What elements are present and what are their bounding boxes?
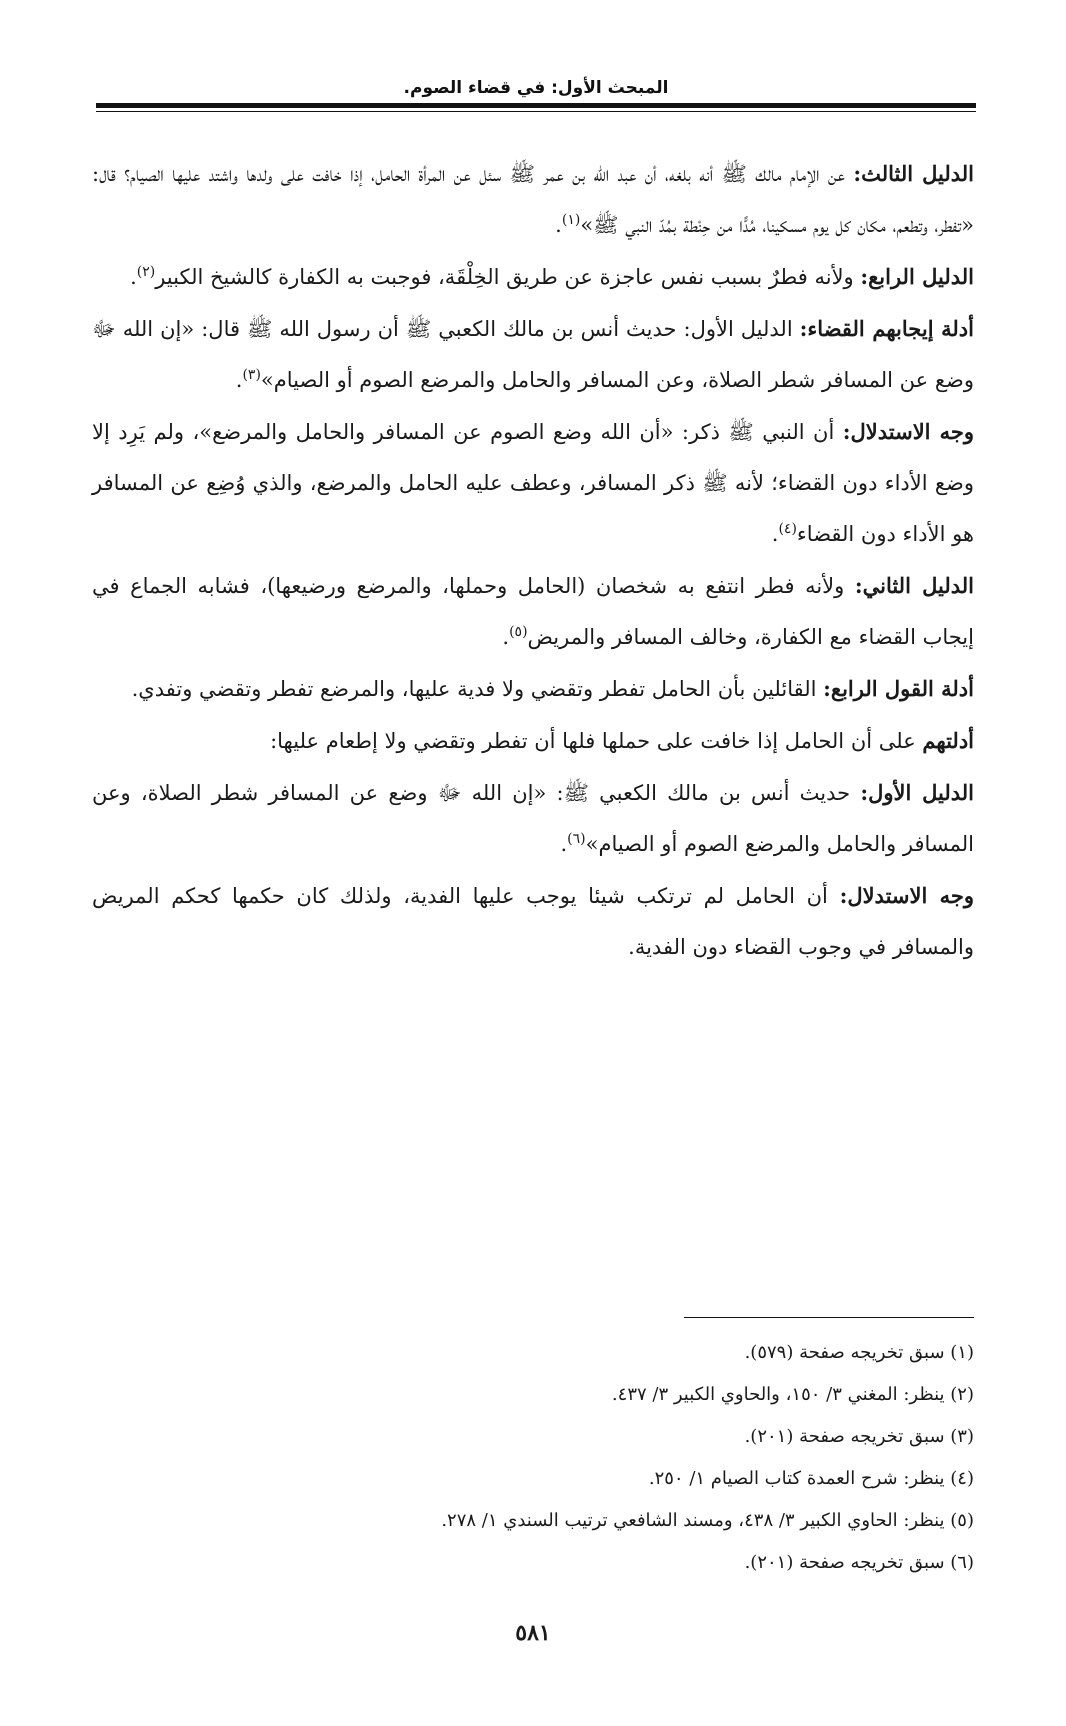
header-rule bbox=[96, 103, 976, 108]
paragraph-tail: . bbox=[502, 625, 510, 649]
paragraph-text: أن النبي ﷺ ذكر: «أن الله وضع الصوم عن المسافر والحامل والمرضع»، ولم يَرِد إلا وضع الأداء دون القضاء؛ لأنه ﷺ ذكر المسافر، وعطف عليه الحامل والمرضع، والذي وُضِع عن المسافر هو الأداء دون القضاء bbox=[92, 420, 974, 546]
paragraph-inference bbox=[92, 406, 974, 560]
paragraph-lead: الدليل الثاني: bbox=[854, 573, 974, 598]
paragraph-qada-evidence bbox=[92, 303, 974, 406]
paragraph-text: ولأنه فطرٌ بسبب نفس عاجزة عن طريق الخِلْقَة، فوجبت به الكفارة كالشيخ الكبير bbox=[155, 265, 861, 289]
footnote-reference[interactable]: (٦) bbox=[567, 831, 586, 847]
running-header: المبحث الأول: في قضاء الصوم. bbox=[403, 78, 669, 98]
footnote-5: (٥) ينظر: الحاوي الكبير ٣/ ٤٣٨، ومسند الشافعي ترتيب السندي ١/ ٢٧٨. bbox=[441, 1510, 974, 1531]
footnotes bbox=[92, 1332, 974, 1584]
body-text bbox=[92, 148, 974, 973]
paragraph-tail: . bbox=[560, 832, 568, 856]
paragraph-text: على أن الحامل إذا خافت على حملها فلها أن تفطر وتقضي ولا إطعام عليها: bbox=[270, 729, 923, 753]
footnote-6: (٦) سبق تخريجه صفحة (٢٠١). bbox=[744, 1552, 974, 1573]
header-rule-thin bbox=[96, 111, 976, 112]
paragraph-evidence-3 bbox=[92, 148, 974, 251]
paragraph-text: ولأنه فطر انتفع به شخصان (الحامل وحملها، والمرضع ورضيعها)، فشابه الجماع في إيجاب القضاء مع الكفارة، وخالف المسافر والمريض bbox=[92, 574, 974, 649]
paragraph-lead: الدليل الثالث: bbox=[853, 161, 975, 186]
paragraph-tail: . bbox=[555, 213, 562, 237]
paragraph-text: أن الحامل لم ترتكب شيئا يوجب عليها الفدية، ولذلك كان حكمها كحكم المريض والمسافر في وجوب القضاء دون الفدية. bbox=[92, 884, 974, 959]
paragraph-text: عن الإمام مالك ﷺ أنه بلغه، أن عبد الله بن عمر ﷺ سئل عن المرأة الحامل، إذا خافت على ولدها واشتد عليها الصيام؟ قال: «تفطر، وتطعم، مكان كل يوم مسكينا، مُدًّا من حِنْطة بمُدّ النبي ﷺ» bbox=[92, 162, 974, 237]
paragraph-text: القائلين بأن الحامل تفطر وتقضي ولا فدية عليها، والمرضع تفطر وتقضي وتفدي. bbox=[131, 677, 824, 701]
paragraph-lead: أدلة القول الرابع: bbox=[823, 676, 974, 701]
paragraph-lead: الدليل الأول: bbox=[860, 780, 975, 805]
paragraph-text: حديث أنس بن مالك الكعبي ﷺ: «إن الله ﷻ وضع عن المسافر شطر الصلاة، وعن المسافر والحامل والمرضع الصوم أو الصيام» bbox=[92, 781, 974, 856]
paragraph-text: الدليل الأول: حديث أنس بن مالك الكعبي ﷺ أن رسول الله ﷺ قال: «إن الله ﷻ وضع عن المسافر شطر الصلاة، وعن المسافر والحامل والمرضع الصوم أو الصيام» bbox=[92, 317, 974, 392]
footnote-separator bbox=[684, 1317, 974, 1318]
footnote-3: (٣) سبق تخريجه صفحة (٢٠١). bbox=[744, 1426, 974, 1447]
paragraph-inference-2 bbox=[92, 870, 974, 973]
paragraph-evidence-4 bbox=[92, 251, 974, 303]
paragraph-lead: أدلة إيجابهم القضاء: bbox=[799, 316, 974, 341]
paragraph-lead: الدليل الرابع: bbox=[860, 264, 974, 289]
paragraph-lead: وجه الاستدلال: bbox=[842, 419, 974, 444]
footnote-reference[interactable]: (١) bbox=[561, 212, 581, 228]
footnote-2: (٢) ينظر: المغني ٣/ ١٥٠، والحاوي الكبير ٣/ ٤٣٧. bbox=[611, 1384, 974, 1405]
footnote-1: (١) سبق تخريجه صفحة (٥٧٩). bbox=[744, 1342, 974, 1363]
paragraph-tail: . bbox=[235, 368, 243, 392]
paragraph-their-evidence bbox=[92, 715, 974, 767]
paragraph-lead: أدلتهم bbox=[922, 728, 974, 753]
page-number: ٥٨١ bbox=[515, 1620, 551, 1646]
footnote-reference[interactable]: (٣) bbox=[242, 367, 261, 383]
paragraph-evidence-2 bbox=[92, 560, 974, 663]
paragraph-fourth-opinion bbox=[92, 663, 974, 715]
footnote-reference[interactable]: (٤) bbox=[778, 521, 797, 537]
footnote-reference[interactable]: (٥) bbox=[509, 624, 528, 640]
footnote-4: (٤) ينظر: شرح العمدة كتاب الصيام ١/ ٢٥٠. bbox=[648, 1468, 974, 1489]
footnote-reference[interactable]: (٢) bbox=[136, 264, 156, 280]
paragraph-lead: وجه الاستدلال: bbox=[839, 883, 974, 908]
paragraph-evidence-1 bbox=[92, 767, 974, 870]
paragraph-tail: . bbox=[130, 265, 137, 289]
paragraph-tail: . bbox=[771, 522, 779, 546]
